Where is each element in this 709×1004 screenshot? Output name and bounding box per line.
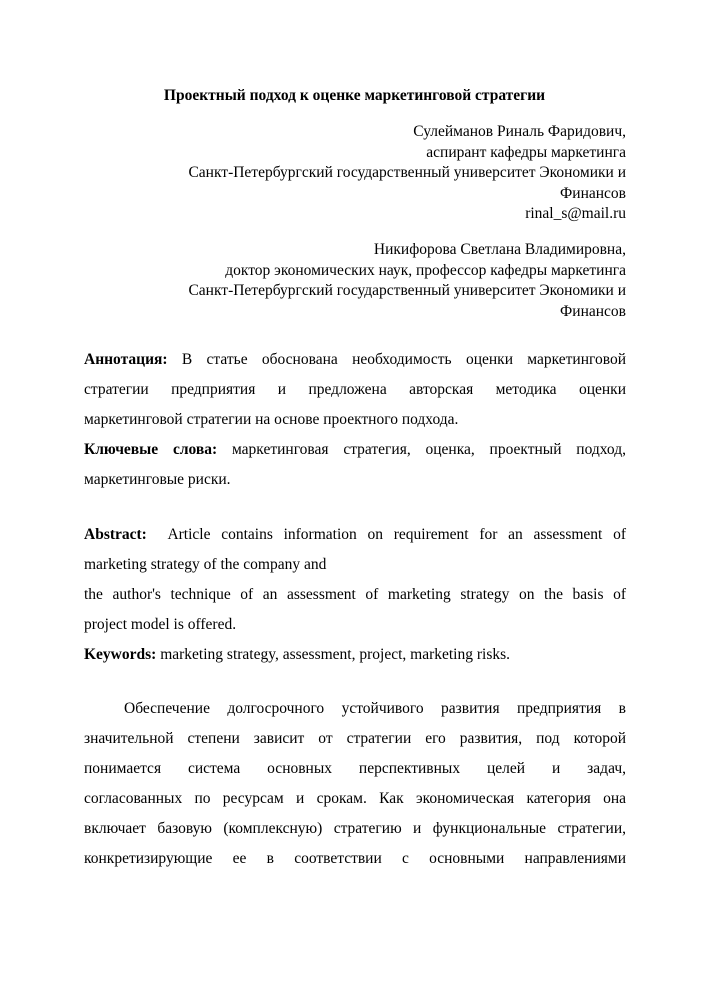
abstract-line: Abstract: Article contains information on requirement for an assessment of <box>84 526 626 543</box>
author-email[interactable]: rinal_s@mail.ru <box>525 205 626 222</box>
paragraph-line: включает базовую (комплексную) стратегию и функциональные стратегии, <box>84 820 626 837</box>
abstract-line: project model is offered. <box>84 616 237 633</box>
annotation-line: Аннотация: В статье обоснована необходимость оценки маркетинговой <box>84 351 627 368</box>
author-info-1 <box>140 122 626 225</box>
abstract-line: the author's technique of an assessment of marketing strategy on the basis of <box>84 586 626 603</box>
paragraph-line: конкретизирующие ее в соответствии с основными направлениями <box>84 850 626 867</box>
keywords-ru-line: Ключевые слова: маркетинговая стратегия, оценка, проектный подход, <box>84 441 626 458</box>
author-position: доктор экономических наук, профессор кафедры маркетинга <box>225 261 626 279</box>
paragraph-line: Обеспечение долгосрочного устойчивого развития предприятия в <box>124 700 626 717</box>
keywords-ru-label: Ключевые слова: <box>84 441 218 458</box>
paragraph-line: согласованных по ресурсам и срокам. Как экономическая категория она <box>84 790 626 807</box>
paragraph-line: значительной степени зависит от стратегии его развития, под которой <box>84 730 626 747</box>
main-paragraph <box>84 694 626 874</box>
author-affiliation-cont: Финансов <box>560 184 626 202</box>
keywords-ru-line: маркетинговые риски. <box>84 471 231 488</box>
abstract-label: Abstract: <box>84 526 147 543</box>
annotation-section <box>84 345 626 495</box>
author-affiliation-cont: Финансов <box>560 302 626 320</box>
paragraph-line: понимается система основных перспективных целей и задач, <box>84 760 626 777</box>
annotation-line: стратегии предприятия и предложена авторская методика оценки <box>84 381 626 398</box>
keywords-en-label: Keywords: <box>84 646 157 663</box>
author-affiliation: Санкт-Петербургский государственный университет Экономики и <box>188 282 626 299</box>
author-affiliation: Санкт-Петербургский государственный университет Экономики и <box>188 164 626 181</box>
author-name: Сулейманов Риналь Фаридович, <box>413 123 626 140</box>
annotation-label: Аннотация: <box>84 351 168 368</box>
author-position: аспирант кафедры маркетинга <box>426 143 626 161</box>
article-title: Проектный подход к оценке маркетинговой стратегии <box>163 87 546 104</box>
keywords-en-line: Keywords: marketing strategy, assessment, project, marketing risks. <box>84 646 511 663</box>
abstract-section <box>84 520 626 670</box>
annotation-line: маркетинговой стратегии на основе проектного подхода. <box>84 411 459 428</box>
author-info-2 <box>140 240 626 322</box>
author-name: Никифорова Светлана Владимировна, <box>373 241 626 258</box>
abstract-line: marketing strategy of the company and <box>84 556 327 573</box>
